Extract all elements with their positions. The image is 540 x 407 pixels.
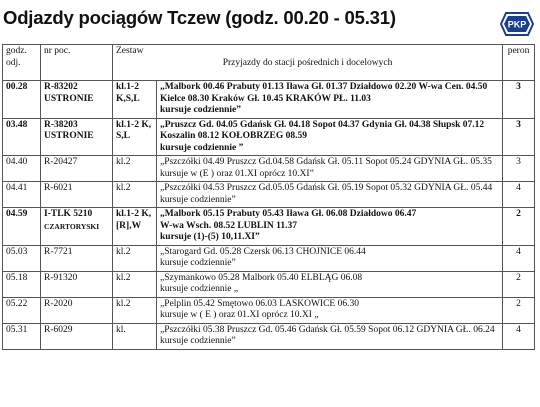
table-row: [3, 156, 535, 182]
departure-time: 05.18: [3, 271, 41, 297]
platform-number: 3: [503, 118, 535, 156]
train-number: [41, 182, 113, 208]
departure-time: 04.40: [3, 156, 41, 182]
train-set: kl.2: [113, 297, 157, 323]
train-set: kl.1-2 K, S,L: [113, 118, 157, 156]
departure-time: 03.48: [3, 118, 41, 156]
route-stops: [157, 297, 503, 323]
route-line: kursuje codziennie „: [160, 284, 239, 294]
train-id: R-20427: [44, 157, 78, 167]
platform-number: 4: [503, 245, 535, 271]
pkp-logo: [500, 12, 534, 36]
train-name: USTRONIE: [44, 93, 94, 104]
route-line: kursuje codziennie”: [160, 194, 236, 205]
route-stops: [157, 271, 503, 297]
table-row: [3, 245, 535, 271]
train-set: kl.2: [113, 245, 157, 271]
route-line: W-wa Wsch. 08.52 LUBLIN 11.37: [160, 220, 297, 231]
route-line: „Malbork 05.15 Prabuty 05.43 Iława Gł. 06.08 Działdowo 06.47: [160, 209, 417, 219]
departures-table: [2, 44, 535, 350]
col-header-route: Przyjazdy do stacji pośrednich i docelowych: [222, 57, 393, 68]
train-set: kl.2: [113, 271, 157, 297]
table-header-row: [3, 45, 535, 81]
table-row: [3, 182, 535, 208]
table-row: [3, 208, 535, 246]
col-header-platform: peron: [503, 45, 535, 81]
departure-time: 00.28: [3, 81, 41, 119]
route-line: kursuje (1)-(5) 10,11.XI”: [160, 232, 260, 242]
train-number: [41, 323, 113, 349]
col-header-set-route: [113, 45, 503, 81]
train-number: [41, 81, 113, 119]
route-line: kursuje w ( E ) oraz 01.XI oprócz 10.XI „: [160, 310, 319, 320]
route-line: kursuje w (E ) oraz 01.XI oprócz 10.XI”: [160, 168, 314, 179]
route-stops: [157, 156, 503, 182]
train-number: [41, 208, 113, 246]
table-row: [3, 271, 535, 297]
route-line: „Pszczółki 04.53 Pruszcz Gd.05.05 Gdańsk Gł. 05.19 Sopot 05.32 GDYNIA GŁ. 05.44: [160, 183, 493, 193]
route-line: „Starogard Gd. 05.28 Czersk 06.13 CHOJNICE 06.44: [160, 246, 366, 257]
route-stops: [157, 245, 503, 271]
train-set: kl.: [113, 323, 157, 349]
train-set: kl.1-2 K,[R],W: [113, 208, 157, 246]
route-line: Kielce 08.30 Kraków Gł. 10.45 KRAKÓW PŁ. 11.03: [160, 93, 371, 104]
col-header-train: nr poc.: [41, 45, 113, 81]
table-row: [3, 81, 535, 119]
route-line: „Pszczółki 05.38 Pruszcz Gd. 05.46 Gdańsk Gł. 05.59 Sopot 06.12 GDYNIA GŁ. 06.24: [160, 324, 495, 335]
page-header: [0, 0, 540, 44]
platform-number: 2: [503, 271, 535, 297]
train-id: I-TLK 5210: [44, 209, 93, 219]
departure-time: 05.31: [3, 323, 41, 349]
platform-number: 2: [503, 297, 535, 323]
col-header-time: godz. odj.: [3, 45, 41, 81]
train-id: R-83202: [44, 82, 78, 92]
departure-time: 04.59: [3, 208, 41, 246]
route-stops: [157, 81, 503, 119]
train-set: kl.2: [113, 156, 157, 182]
train-set: kl.2: [113, 182, 157, 208]
route-line: „Pruszcz Gd. 04.05 Gdańsk Gł. 04.18 Sopot 04.37 Gdynia Gł. 04.38 Słupsk 07.12: [160, 119, 485, 130]
route-stops: [157, 208, 503, 246]
train-id: R-2020: [44, 298, 73, 309]
route-line: „Malbork 00.46 Prabuty 01.13 Iława Gł. 01.37 Działdowo 02.20 W-wa Cen. 04.50: [160, 82, 488, 92]
route-stops: [157, 323, 503, 349]
route-line: kursuje codziennie”: [160, 336, 236, 346]
train-number: [41, 271, 113, 297]
train-id: R-38203: [44, 119, 78, 130]
table-row: [3, 323, 535, 349]
train-number: [41, 245, 113, 271]
departure-time: 05.03: [3, 245, 41, 271]
train-number: [41, 156, 113, 182]
train-id: R-91320: [44, 272, 78, 283]
departure-time: 04.41: [3, 182, 41, 208]
train-name: CZARTORYSKI: [44, 221, 100, 231]
col-header-set: Zestaw: [116, 46, 144, 56]
table-row: [3, 118, 535, 156]
route-line: kursuje codziennie”: [160, 105, 242, 115]
pkp-logo-text: PKP: [507, 19, 527, 30]
route-stops: [157, 182, 503, 208]
train-number: [41, 297, 113, 323]
platform-number: 4: [503, 182, 535, 208]
departure-time: 05.22: [3, 297, 41, 323]
route-line: „Szymankowo 05.28 Malbork 05.40 ELBLĄG 06.08: [160, 272, 363, 283]
train-id: R-7721: [44, 246, 73, 257]
platform-number: 4: [503, 323, 535, 349]
route-line: Koszalin 08.12 KOŁOBRZEG 08.59: [160, 131, 308, 141]
train-id: R-6021: [44, 183, 73, 193]
platform-number: 3: [503, 81, 535, 119]
route-line: kursuje codziennie”: [160, 258, 236, 268]
platform-number: 2: [503, 208, 535, 246]
train-number: [41, 118, 113, 156]
train-set: kl.1-2 K,S,L: [113, 81, 157, 119]
table-row: [3, 297, 535, 323]
platform-number: 3: [503, 156, 535, 182]
page-title: Odjazdy pociągów Tczew (godz. 00.20 - 05.31): [3, 7, 396, 28]
route-line: „Pelplin 05.42 Smętowo 06.03 LASKOWICE 06.30: [160, 298, 359, 309]
route-line: „Pszczółki 04.49 Pruszcz Gd.04.58 Gdańsk Gł. 05.11 Sopot 05.24 GDYNIA GŁ. 05.35: [160, 157, 492, 167]
route-line: kursuje codziennie ”: [160, 142, 244, 153]
train-name: USTRONIE: [44, 131, 94, 141]
train-id: R-6029: [44, 324, 73, 335]
route-stops: [157, 118, 503, 156]
